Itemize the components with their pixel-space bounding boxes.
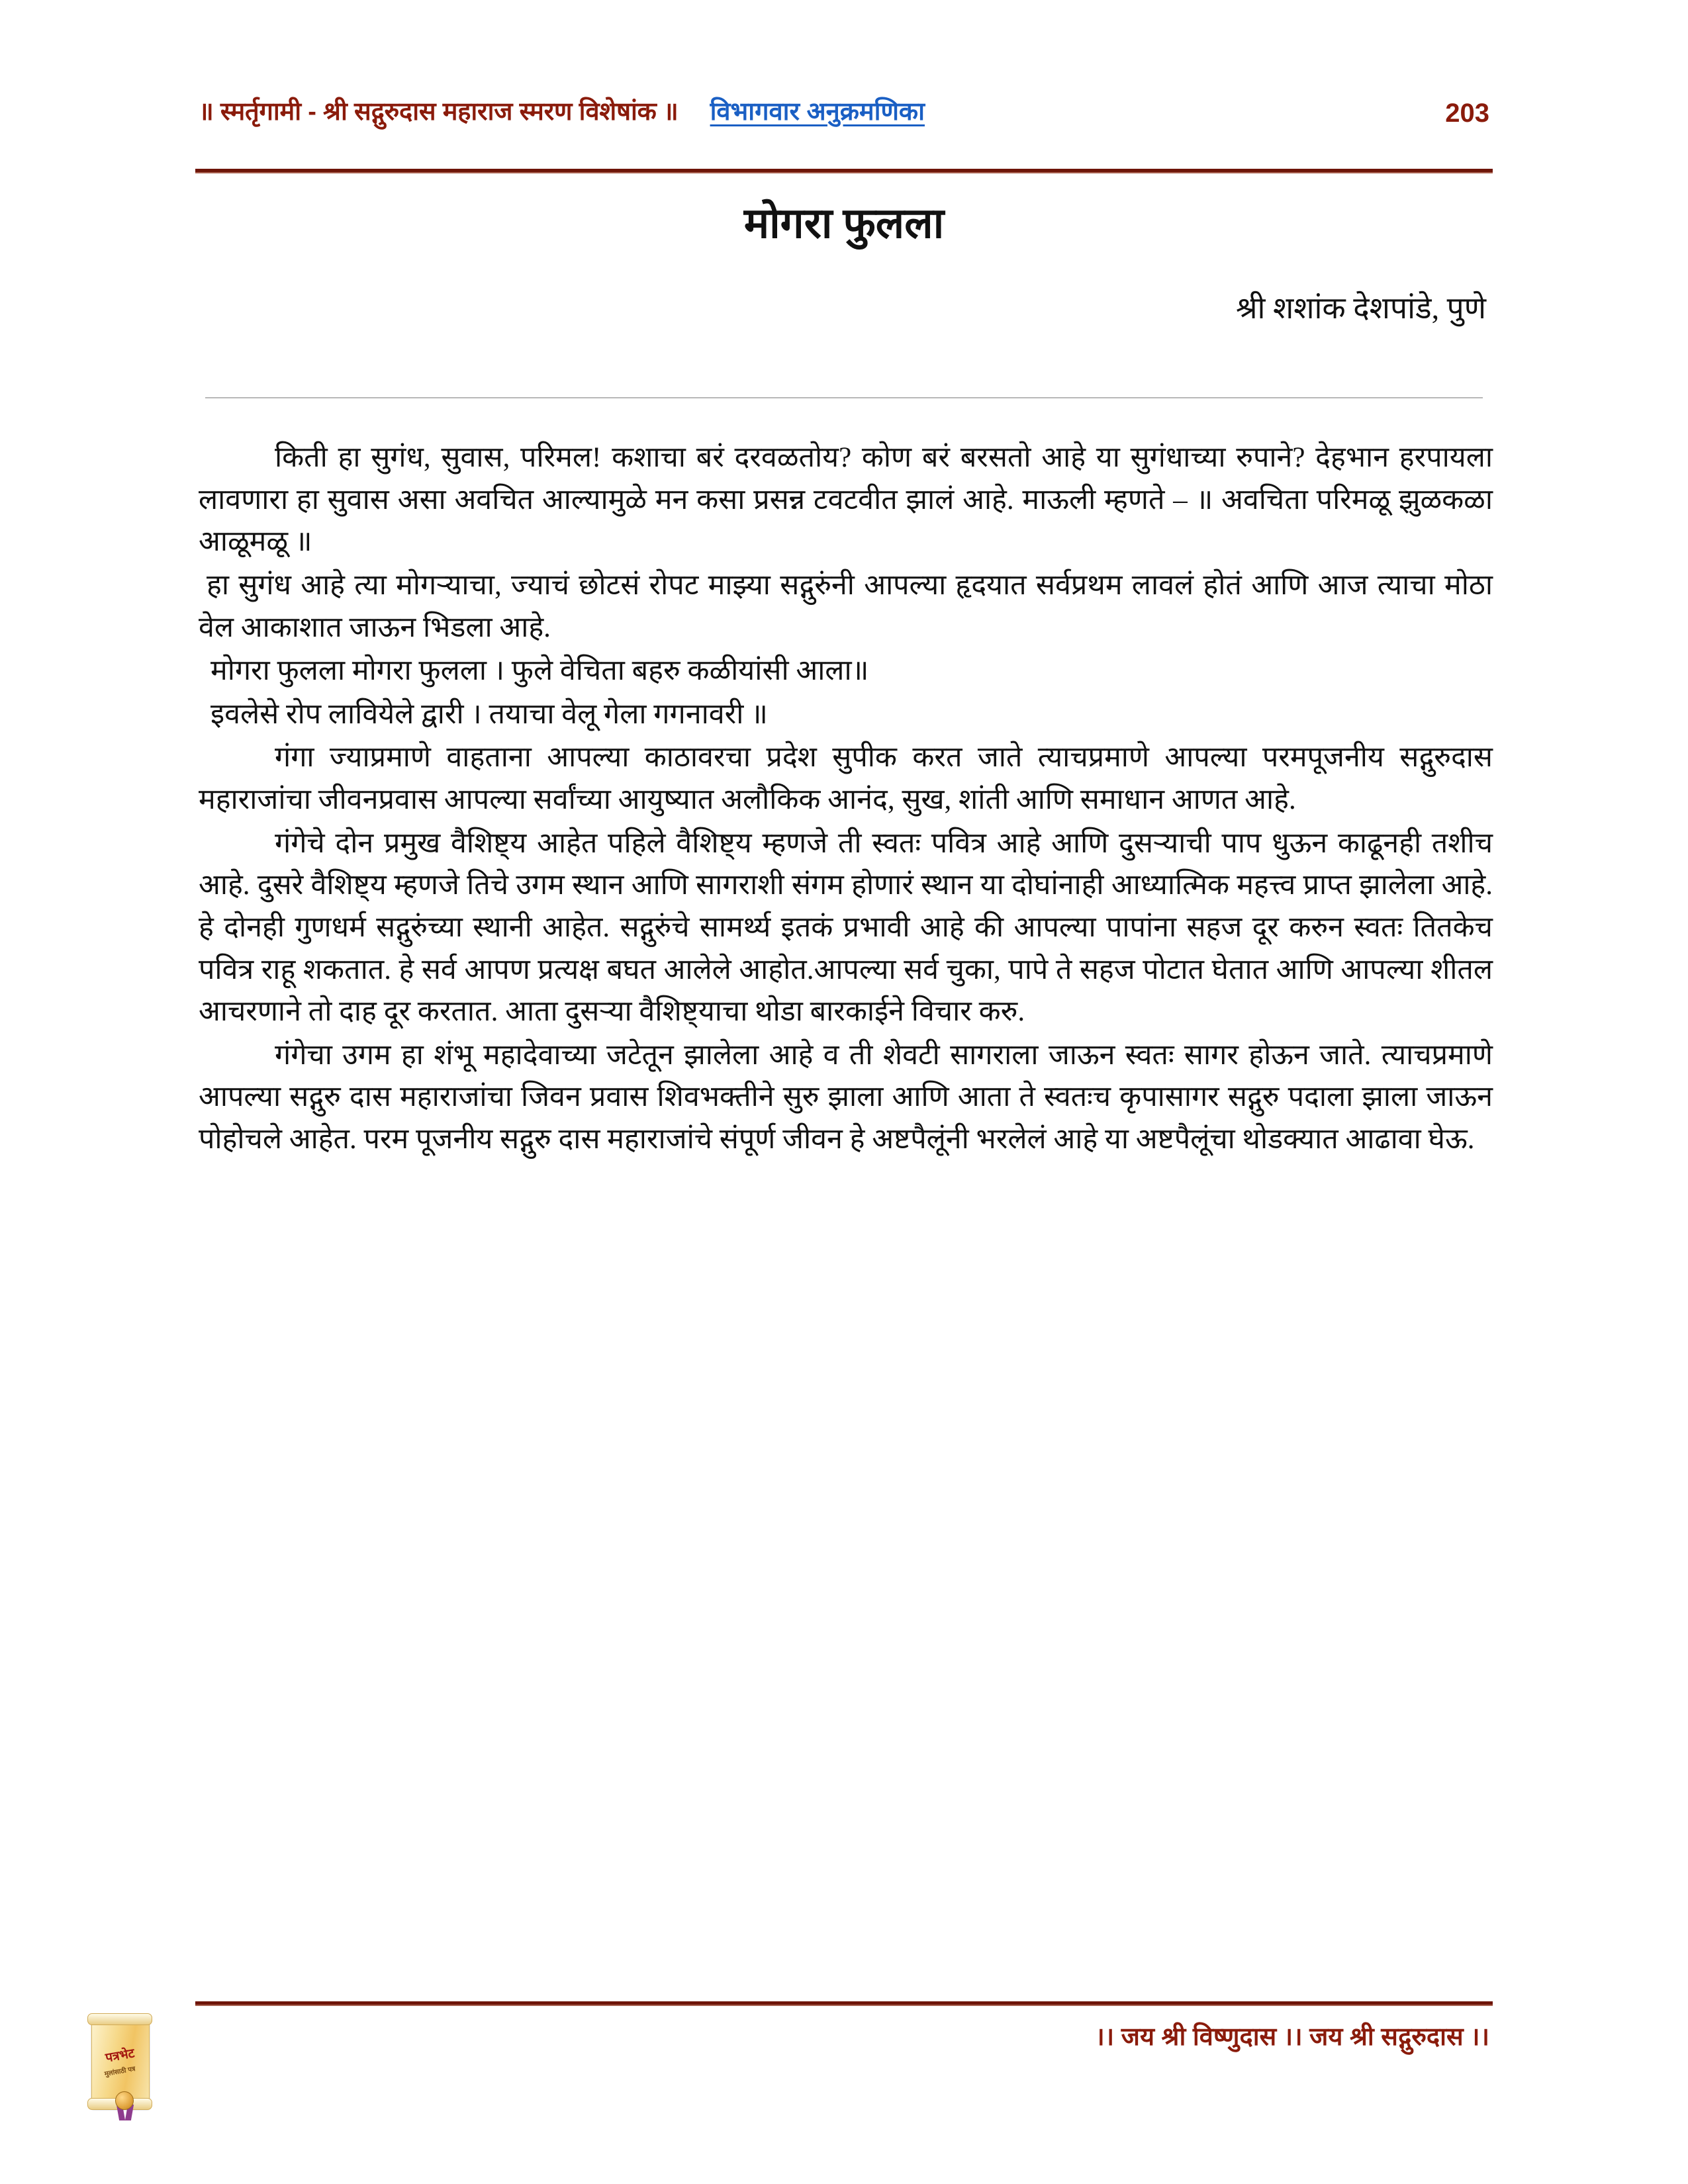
verse-line: मोगरा फुलला मोगरा फुलला । फुले वेचिता बहरु कळीयांसी आला॥	[211, 655, 869, 687]
footer-blessing-text: ।। जय श्री विष्णुदास ।। जय श्री सद्गुरुदास ।।	[1095, 2023, 1489, 2051]
logo-subtext: मुलांसाठी पत्र	[104, 2065, 136, 2078]
wax-seal-icon	[115, 2091, 134, 2110]
logo-wordmark: पत्रभेट	[104, 2046, 136, 2066]
paragraph: गंगा ज्याप्रमाणे वाहताना आपल्या काठावरचा प्रदेश सुपीक करत जाते त्याचप्रमाणे आपल्या परमपूजनीय सद्गुरुदास महाराजांचा जीवनप्रवास आपल्या सर्वांच्या आयुष्यात अलौकिक आनंद, सुख, शांती आणि समाधान आणत आहे.	[199, 742, 1493, 815]
page-header	[199, 99, 1489, 146]
index-link[interactable]: विभागवार अनुक्रमणिका	[710, 98, 925, 126]
paragraph: किती हा सुगंध, सुवास, परिमल! कशाचा बरं दरवळतोय? कोण बरं बरसतो आहे या सुगंधाच्या रुपाने? देहभान हरपायला लावणारा हा सुवास असा अवचित आल्यामुळे मन कसा प्रसन्न टवटवीत झालं आहे. माऊली म्हणते – ॥ अवचिता परिमळू झुळकळा आळूमळू ॥	[199, 442, 1493, 558]
verse-line: इवलेसे रोप लावियेले द्वारी । तयाचा वेलू गेला गगनावरी ॥	[211, 698, 768, 730]
paragraph: हा सुगंध आहे त्या मोगऱ्याचा, ज्याचं छोटसं रोपट माझ्या सद्गुरुंनी आपल्या हृदयात सर्वप्रथम लावलं होतं आणि आज त्याचा मोठा वेल आकाशात जाऊन भिडला आहे.	[199, 569, 1493, 643]
header-banner-text: ॥ स्मर्तृगामी - श्री सद्गुरुदास महाराज स्मरण विशेषांक ॥	[199, 98, 679, 126]
paragraph: गंगेचे दोन प्रमुख वैशिष्ट्य आहेत पहिले वैशिष्ट्य म्हणजे ती स्वतः पवित्र आहे आणि दुसऱ्याची पाप धुऊन काढूनही तशीच आहे. दुसरे वैशिष्ट्य म्हणजे तिचे उगम स्थान आणि सागराशी संगम होणारं स्थान या दोघांनाही आध्यात्मिक महत्त्व प्राप्त झालेला आहे. हे दोनही गुणधर्म सद्गुरुंच्या स्थानी आहेत. सद्गुरुंचे सामर्थ्य इतकं प्रभावी आहे की आपल्या पापांना सहज दूर करुन स्वतः तितकेच पवित्र राहू शकतात. हे सर्व आपण प्रत्यक्ष बघत आलेले आहोत.आपल्या सर्व चुका, पापे ते सहज पोटात घेतात आणि आपल्या शीतल आचरणाने तो दाह दूर करतात. आता दुसऱ्या वैशिष्ट्याचा थोडा बारकाईने विचार करु.	[199, 827, 1493, 1028]
patrabhet-scroll-logo	[86, 2012, 156, 2121]
paragraph: गंगेचा उगम हा शंभू महादेवाच्या जटेतून झालेला आहे व ती शेवटी सागराला जाऊन स्वतः सागर होऊन जाते. त्याचप्रमाणे आपल्या सद्गुरु दास महाराजांचा जिवन प्रवास शिवभक्तीने सुरु झाला आणि आता ते स्वतःच कृपासागर सद्गुरु पदाला झाला जाऊन पोहोचले आहेत. परम पूजनीय सद्गुरु दास महाराजांचे संपूर्ण जीवन हे अष्टपैलूंनी भरलेलं आहे या अष्टपैलूंचा थोडक्यात आढावा घेऊ.	[199, 1039, 1493, 1155]
article-author: श्री शशांक देशपांडे, पुणे	[1235, 291, 1486, 325]
header-divider-rule	[195, 169, 1493, 172]
article-title: मोगरा फुलला	[743, 200, 945, 247]
title-divider-rule	[205, 397, 1483, 398]
page-number: 203	[1445, 99, 1489, 128]
scroll-top-roll	[87, 2013, 152, 2025]
article-body	[199, 437, 1493, 1162]
footer-divider-rule	[195, 2001, 1493, 2005]
